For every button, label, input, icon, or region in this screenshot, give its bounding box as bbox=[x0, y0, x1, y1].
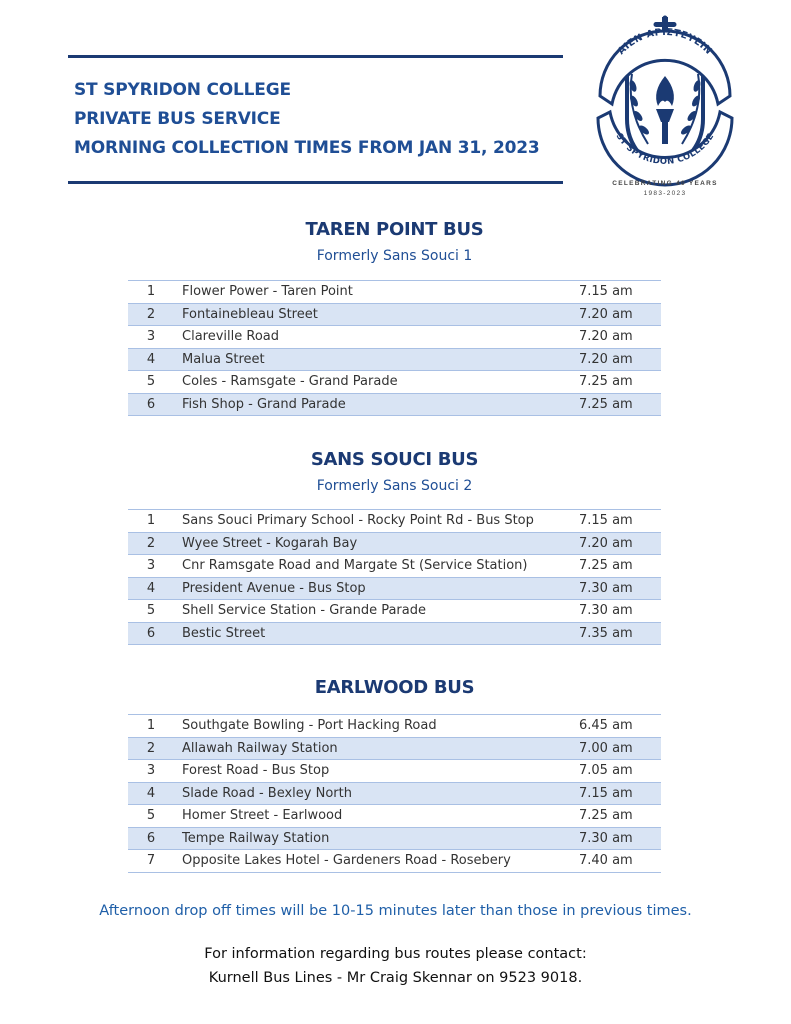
route-sans-souci bbox=[128, 449, 661, 495]
stop-name: Shell Service Station - Grande Parade bbox=[174, 600, 579, 623]
stop-name: Fontainebleau Street bbox=[174, 303, 579, 326]
stop-time: 7.30 am bbox=[579, 577, 661, 600]
stop-time: 7.15 am bbox=[579, 281, 661, 304]
table-row bbox=[128, 281, 661, 304]
table-row bbox=[128, 715, 661, 738]
stop-time: 7.20 am bbox=[579, 303, 661, 326]
stop-time: 7.20 am bbox=[579, 532, 661, 555]
stop-number: 6 bbox=[128, 622, 174, 645]
table-row bbox=[128, 510, 661, 533]
stop-number: 2 bbox=[128, 737, 174, 760]
table-row bbox=[128, 737, 661, 760]
stop-name: Sans Souci Primary School - Rocky Point Rd - Bus Stop bbox=[174, 510, 579, 533]
header-rule-bottom bbox=[68, 181, 563, 184]
table-row bbox=[128, 393, 661, 416]
schedule-table bbox=[128, 280, 661, 416]
stop-name: Wyee Street - Kogarah Bay bbox=[174, 532, 579, 555]
stop-name: Forest Road - Bus Stop bbox=[174, 760, 579, 783]
route-subtitle: Formerly Sans Souci 1 bbox=[316, 248, 473, 264]
stop-name: Malua Street bbox=[174, 348, 579, 371]
stop-name: Clareville Road bbox=[174, 326, 579, 349]
stop-number: 2 bbox=[128, 303, 174, 326]
table-row bbox=[128, 850, 661, 873]
route-earlwood-table-wrap bbox=[128, 714, 661, 873]
stop-number: 6 bbox=[128, 393, 174, 416]
stop-number: 1 bbox=[128, 510, 174, 533]
stop-number: 5 bbox=[128, 805, 174, 828]
stop-time: 7.20 am bbox=[579, 326, 661, 349]
route-sans-souci-table-wrap bbox=[128, 509, 661, 645]
stop-number: 1 bbox=[128, 715, 174, 738]
stop-name: Flower Power - Taren Point bbox=[174, 281, 579, 304]
table-row bbox=[128, 371, 661, 394]
stop-name: President Avenue - Bus Stop bbox=[174, 577, 579, 600]
table-row bbox=[128, 532, 661, 555]
stop-time: 7.25 am bbox=[579, 805, 661, 828]
stop-time: 7.15 am bbox=[579, 510, 661, 533]
stop-time: 7.05 am bbox=[579, 760, 661, 783]
stop-time: 7.25 am bbox=[579, 371, 661, 394]
table-row bbox=[128, 805, 661, 828]
title-line-3: MORNING COLLECTION TIMES FROM JAN 31, 2023 bbox=[74, 138, 540, 158]
schedule-table bbox=[128, 714, 661, 873]
stop-number: 2 bbox=[128, 532, 174, 555]
stop-time: 7.25 am bbox=[579, 555, 661, 578]
route-title: EARLWOOD BUS bbox=[314, 677, 475, 698]
stop-name: Coles - Ramsgate - Grand Parade bbox=[174, 371, 579, 394]
stop-name: Allawah Railway Station bbox=[174, 737, 579, 760]
logo-caption-years: CELEBRATING 40 YEARS bbox=[612, 180, 718, 187]
contact-line-2: Kurnell Bus Lines - Mr Craig Skennar on 9523 9018. bbox=[208, 970, 583, 986]
stop-number: 1 bbox=[128, 281, 174, 304]
route-subtitle: Formerly Sans Souci 2 bbox=[316, 478, 473, 494]
route-taren-point bbox=[128, 219, 661, 265]
table-row bbox=[128, 760, 661, 783]
table-row bbox=[128, 827, 661, 850]
table-row bbox=[128, 622, 661, 645]
stop-name: Homer Street - Earlwood bbox=[174, 805, 579, 828]
table-row bbox=[128, 326, 661, 349]
stop-time: 7.15 am bbox=[579, 782, 661, 805]
stop-time: 7.00 am bbox=[579, 737, 661, 760]
stop-name: Opposite Lakes Hotel - Gardeners Road - Rosebery bbox=[174, 850, 579, 873]
stop-time: 7.20 am bbox=[579, 348, 661, 371]
table-row bbox=[128, 555, 661, 578]
stop-number: 6 bbox=[128, 827, 174, 850]
stop-name: Cnr Ramsgate Road and Margate St (Service Station) bbox=[174, 555, 579, 578]
stop-number: 5 bbox=[128, 600, 174, 623]
stop-number: 3 bbox=[128, 760, 174, 783]
route-earlwood bbox=[128, 677, 661, 699]
stop-time: 7.30 am bbox=[579, 827, 661, 850]
table-row bbox=[128, 303, 661, 326]
header-rule-top bbox=[68, 55, 563, 58]
table-row bbox=[128, 782, 661, 805]
contact-line-1: For information regarding bus routes please contact: bbox=[204, 946, 587, 962]
stop-name: Slade Road - Bexley North bbox=[174, 782, 579, 805]
table-row bbox=[128, 348, 661, 371]
stop-name: Southgate Bowling - Port Hacking Road bbox=[174, 715, 579, 738]
stop-name: Bestic Street bbox=[174, 622, 579, 645]
title-line-2: PRIVATE BUS SERVICE bbox=[74, 109, 281, 129]
table-row bbox=[128, 577, 661, 600]
route-taren-point-table-wrap bbox=[128, 280, 661, 416]
logo-motto: ΑΙΕΝ ΑΡΙΣΤΕΥΕΙΝ bbox=[615, 26, 715, 58]
college-crest-logo bbox=[590, 14, 740, 204]
stop-number: 4 bbox=[128, 577, 174, 600]
stop-number: 4 bbox=[128, 782, 174, 805]
logo-caption-dates: 1983-2023 bbox=[643, 190, 687, 197]
table-row bbox=[128, 600, 661, 623]
stop-number: 3 bbox=[128, 555, 174, 578]
title-line-1: ST SPYRIDON COLLEGE bbox=[74, 80, 291, 100]
stop-time: 7.40 am bbox=[579, 850, 661, 873]
schedule-table bbox=[128, 509, 661, 645]
stop-name: Tempe Railway Station bbox=[174, 827, 579, 850]
stop-number: 5 bbox=[128, 371, 174, 394]
logo-college-name: ST SPYRIDON COLLEGE bbox=[613, 131, 717, 167]
document-title bbox=[74, 76, 540, 163]
stop-number: 7 bbox=[128, 850, 174, 873]
stop-time: 7.30 am bbox=[579, 600, 661, 623]
stop-number: 3 bbox=[128, 326, 174, 349]
stop-name: Fish Shop - Grand Parade bbox=[174, 393, 579, 416]
stop-time: 6.45 am bbox=[579, 715, 661, 738]
afternoon-note: Afternoon drop off times will be 10-15 minutes later than those in previous times. bbox=[99, 903, 692, 919]
route-title: SANS SOUCI BUS bbox=[310, 449, 479, 470]
stop-time: 7.25 am bbox=[579, 393, 661, 416]
stop-number: 4 bbox=[128, 348, 174, 371]
route-title: TAREN POINT BUS bbox=[305, 219, 484, 240]
stop-time: 7.35 am bbox=[579, 622, 661, 645]
